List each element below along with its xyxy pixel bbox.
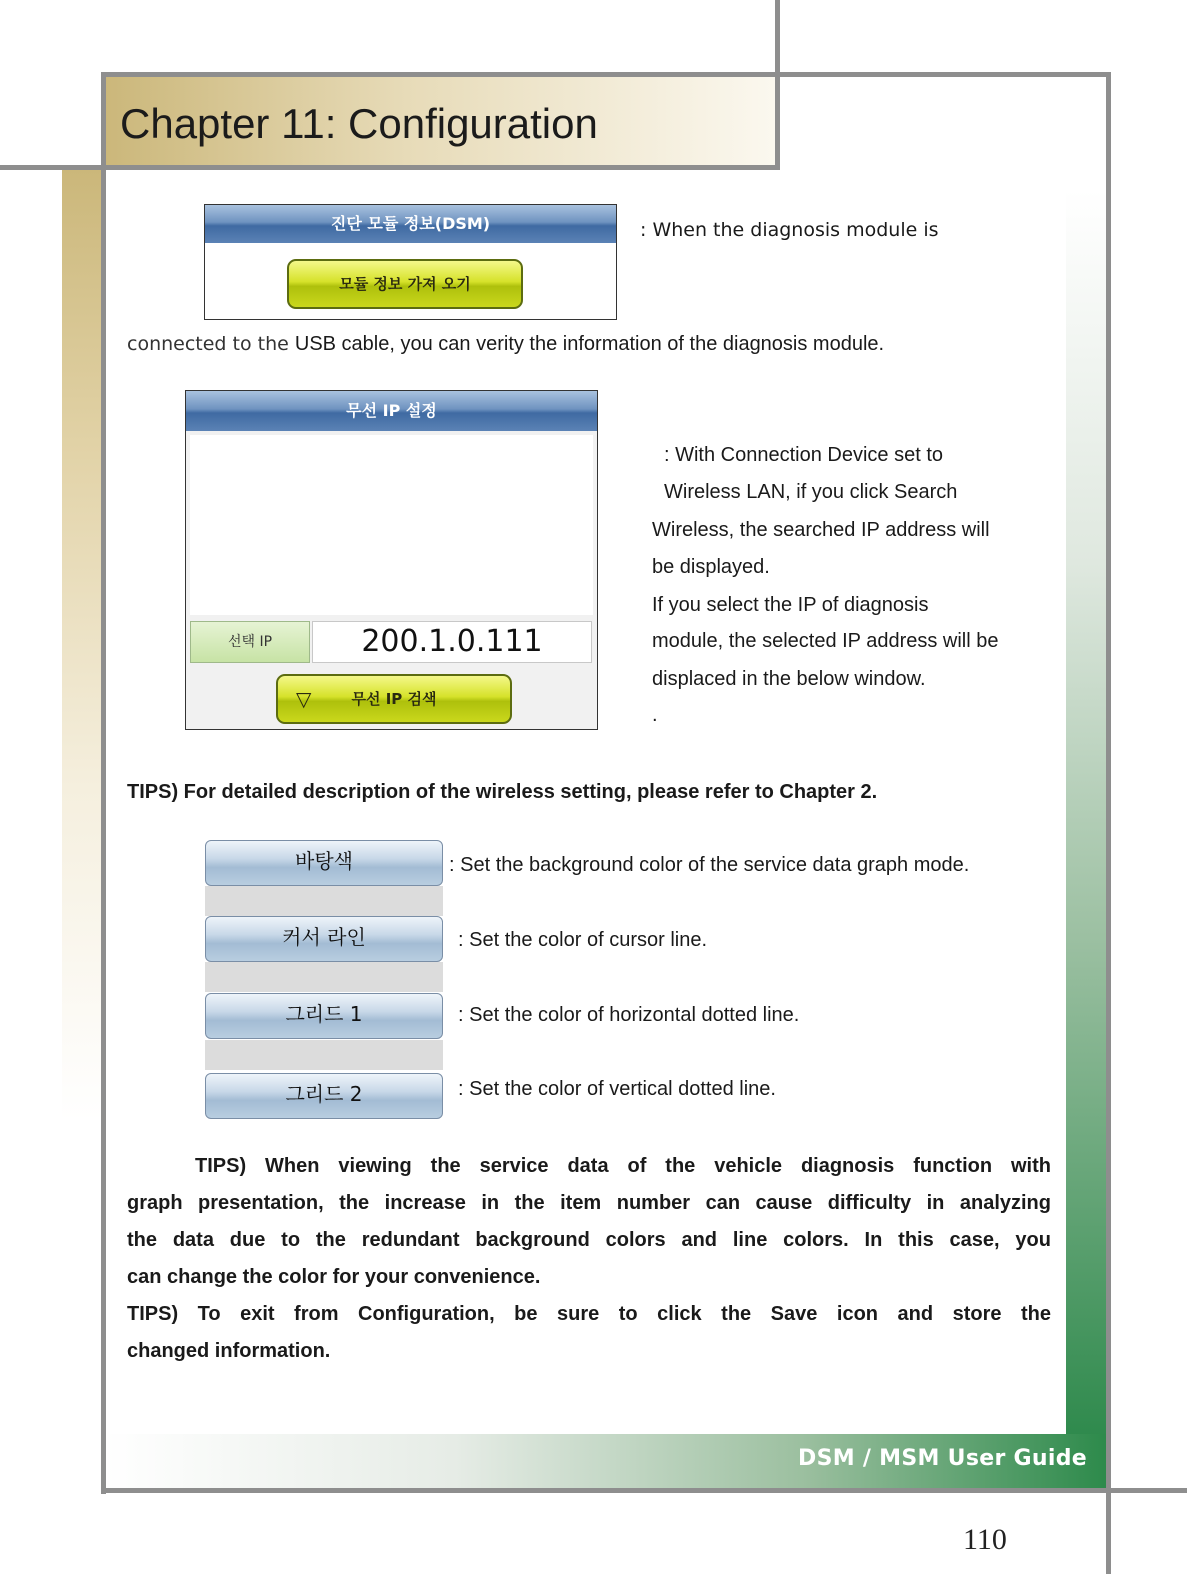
selected-ip-label: 선택 IP bbox=[190, 621, 310, 663]
tips-graph-line1: TIPS) When viewing the service data of the vehicle diagnosis function with bbox=[195, 1155, 1051, 1177]
frame-left-line bbox=[101, 72, 106, 1494]
right-green-strip bbox=[1066, 190, 1106, 1435]
grid1-desc: : Set the color of horizontal dotted line. bbox=[458, 1004, 800, 1026]
dsm-info-panel bbox=[204, 204, 617, 320]
wireless-panel-title: 무선 IP 설정 bbox=[186, 391, 597, 431]
button-gap-1 bbox=[205, 886, 443, 916]
frame-right-line bbox=[1106, 72, 1111, 1574]
wireless-desc-line7: displaced in the below window. bbox=[652, 668, 926, 690]
wireless-desc-line2: Wireless LAN, if you click Search bbox=[664, 481, 958, 503]
tips-exit-line1: TIPS) To exit from Configuration, be sure to click the Save icon and store the bbox=[127, 1303, 1051, 1325]
tips-graph-line2: graph presentation, the increase in the item number can cause difficulty in analyzing bbox=[127, 1192, 1051, 1214]
tips-wireless: TIPS) For detailed description of the wireless setting, please refer to Chapter 2. bbox=[127, 781, 878, 803]
frame-top-line bbox=[101, 72, 1111, 77]
wireless-desc-line5: If you select the IP of diagnosis bbox=[652, 594, 929, 616]
button-gap-2 bbox=[205, 962, 443, 992]
wireless-desc-line3: Wireless, the searched IP address will bbox=[652, 519, 990, 541]
left-gold-strip bbox=[62, 170, 102, 1120]
grid2-button[interactable]: 그리드 2 bbox=[205, 1073, 443, 1119]
page-title: Chapter 11: Configuration bbox=[120, 100, 598, 147]
fetch-module-info-button[interactable]: 모듈 정보 가져 오기 bbox=[287, 259, 523, 309]
wireless-desc-line4: be displayed. bbox=[652, 556, 770, 578]
wireless-ip-list[interactable] bbox=[190, 435, 593, 615]
background-color-desc: : Set the background color of the service data graph mode. bbox=[449, 854, 970, 876]
dsm-desc-line2-b: USB cable, you can verity the information of the diagnosis module. bbox=[294, 333, 885, 355]
tips-exit-line2: changed information. bbox=[127, 1340, 331, 1362]
cursor-line-desc: : Set the color of cursor line. bbox=[458, 929, 708, 951]
search-wireless-ip-button[interactable] bbox=[276, 674, 512, 724]
dsm-desc-line2 bbox=[127, 326, 884, 363]
wireless-ip-panel bbox=[185, 390, 598, 730]
dsm-desc-line1: : When the diagnosis module is bbox=[640, 219, 939, 241]
cursor-line-button[interactable]: 커서 라인 bbox=[205, 916, 443, 962]
dsm-desc-line2-a: connected to the bbox=[127, 333, 295, 355]
dsm-panel-title: 진단 모듈 정보(DSM) bbox=[205, 205, 616, 243]
grid1-button[interactable]: 그리드 1 bbox=[205, 993, 443, 1039]
header-bottom-line bbox=[0, 165, 780, 170]
tips-graph-line4: can change the color for your convenience. bbox=[127, 1266, 541, 1288]
antenna-icon: ▽ bbox=[296, 687, 312, 711]
button-gap-3 bbox=[205, 1040, 443, 1070]
page-number: 110 bbox=[963, 1523, 1007, 1556]
selected-ip-field[interactable]: 200.1.0.111 bbox=[312, 621, 592, 663]
wireless-desc-line6: module, the selected IP address will be bbox=[652, 630, 999, 652]
wireless-desc-line1: : With Connection Device set to bbox=[664, 444, 944, 466]
header-vertical-line bbox=[775, 0, 780, 170]
frame-bottom-line bbox=[101, 1488, 1187, 1493]
background-color-button[interactable]: 바탕색 bbox=[205, 840, 443, 886]
wireless-desc-line8: . bbox=[652, 704, 658, 726]
search-wireless-ip-label: 무선 IP 검색 bbox=[351, 690, 437, 708]
grid2-desc: : Set the color of vertical dotted line. bbox=[458, 1078, 776, 1100]
tips-graph-line3: the data due to the redundant background colors and line colors. In this case, you bbox=[127, 1229, 1051, 1251]
footer-guide-title: DSM / MSM User Guide bbox=[798, 1446, 1087, 1471]
